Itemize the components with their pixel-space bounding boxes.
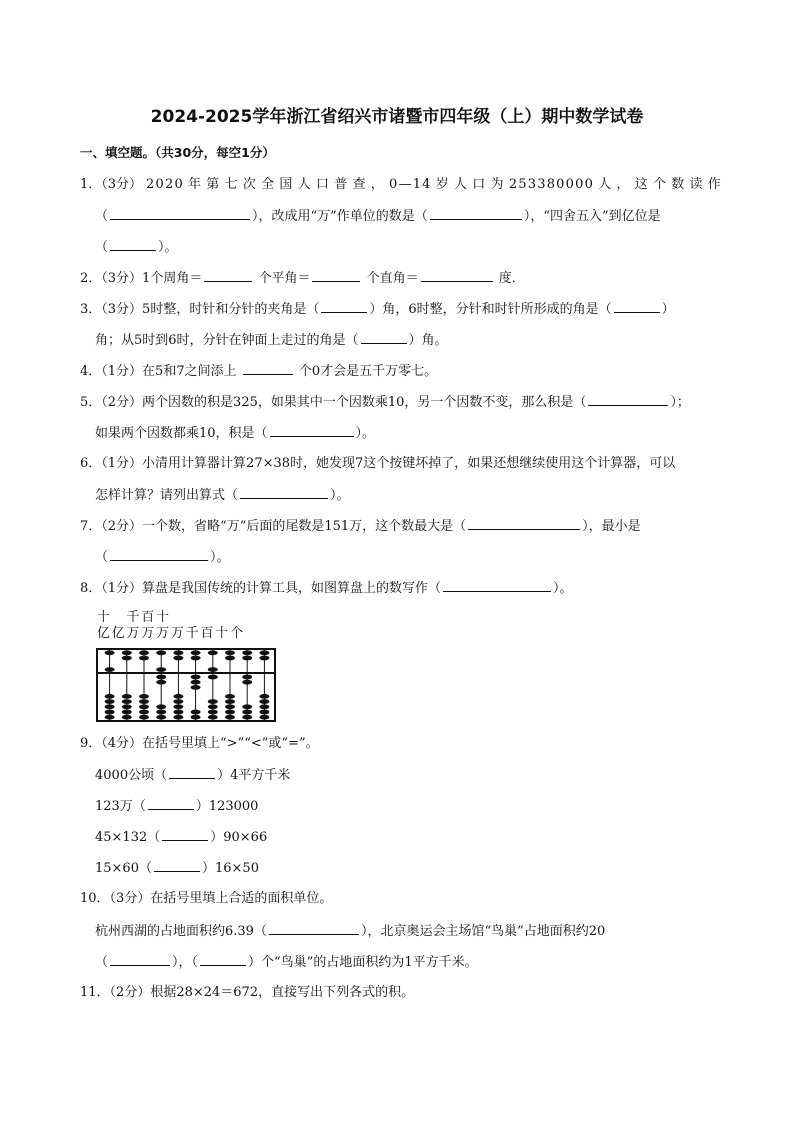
abacus-bead	[139, 704, 149, 709]
abacus-bead	[105, 650, 115, 655]
abacus-bead	[191, 685, 201, 690]
abacus-bead	[139, 656, 149, 661]
question-7-line-1: 7．（2分）一个数，省略“万”后面的尾数是151万，这个数最大是（ ），最小是	[80, 519, 641, 534]
question-8: 8．（1分）算盘是我国传统的计算工具，如图算盘上的数写作（ ）。	[80, 581, 573, 596]
abacus-bead	[259, 710, 269, 715]
page-title: 2024-2025学年浙江省绍兴市诸暨市四年级（上）期中数学试卷	[150, 107, 644, 127]
abacus-place-label: 十	[215, 626, 229, 641]
answer-blank[interactable]	[169, 766, 215, 779]
q9-row-4: 15×60（ ）16×50	[95, 861, 259, 876]
abacus-top-label	[214, 610, 229, 626]
answer-blank[interactable]	[243, 362, 293, 375]
abacus-bead	[105, 699, 115, 704]
answer-blank[interactable]	[588, 393, 668, 406]
q9-row-2: 123万（ ）123000	[95, 799, 259, 814]
abacus-place-label: 万	[126, 626, 140, 641]
abacus-bead	[139, 694, 149, 699]
q9-row-1: 4000公顷（ ）4平方千米	[95, 768, 291, 783]
question-6-line-2: 怎样计算？请列出算式（ ）。	[95, 488, 350, 503]
abacus-bead	[139, 650, 149, 655]
abacus-bead	[191, 680, 201, 685]
question-1-line-2: （ ），改成用“万”作单位的数是（ ），“四舍五入”到亿位是	[95, 209, 661, 224]
abacus-bead	[208, 704, 218, 709]
abacus-bead	[105, 710, 115, 715]
abacus-bead	[156, 680, 166, 685]
abacus-top-label	[200, 610, 215, 626]
abacus-bead	[105, 704, 115, 709]
abacus-bead	[173, 650, 183, 655]
abacus-bead	[156, 704, 166, 709]
abacus-bead	[208, 650, 218, 655]
abacus-bead	[122, 715, 132, 720]
abacus-bead	[122, 650, 132, 655]
question-1-line-1	[80, 176, 722, 194]
q9-row-3: 45×132（ ）90×66	[95, 830, 268, 845]
abacus-place-label: 千	[185, 626, 199, 641]
question-10: 10．（3分）在括号里填上合适的面积单位。	[80, 891, 333, 906]
abacus-bead	[173, 704, 183, 709]
abacus-top-label: 十	[156, 610, 170, 625]
abacus-bead	[173, 694, 183, 699]
answer-blank[interactable]	[240, 486, 328, 499]
question-3-line-1: 3．（3分）5时整，时针和分针的夹角是（ ）角，6时整，分针和时针所形成的角是（ ）	[80, 302, 675, 317]
question-6-line-1: 6．（1分）小清用计算器计算27×38时，她发现7这个按键坏掉了，如果还想继续使用这个计算器，可以	[80, 456, 676, 471]
abacus-place-label: 万	[141, 626, 155, 641]
q1-text: 2020年第七次全国人口普查，0—14岁人口为253380000人，这个数读作	[146, 177, 722, 192]
answer-blank[interactable]	[154, 859, 200, 872]
abacus-bead	[173, 710, 183, 715]
abacus-bead	[208, 715, 218, 720]
answer-blank[interactable]	[312, 269, 360, 282]
answer-blank[interactable]	[204, 269, 252, 282]
question-11: 11．（2分）根据28×24＝672，直接写出下列各式的积。	[80, 985, 415, 1000]
question-5-line-1: 5．（2分）两个因数的积是325，如果其中一个因数乘10，另一个因数不变，那么积是（ ）；	[80, 395, 690, 410]
abacus-top-label: 千	[126, 610, 140, 625]
abacus-bead	[242, 650, 252, 655]
abacus-bead	[208, 667, 218, 672]
answer-blank[interactable]	[430, 207, 522, 220]
answer-blank[interactable]	[110, 953, 170, 966]
answer-blank[interactable]	[269, 922, 359, 935]
abacus-bead	[259, 704, 269, 709]
answer-blank[interactable]	[162, 828, 208, 841]
abacus-place-labels	[96, 610, 276, 642]
question-1-line-3: （ ）。	[95, 240, 178, 255]
abacus-top-label	[185, 610, 200, 626]
abacus-place-label: 个	[230, 626, 244, 641]
abacus-bead	[105, 715, 115, 720]
abacus-bead	[191, 715, 201, 720]
abacus-top-label	[111, 610, 126, 626]
abacus-bead	[139, 715, 149, 720]
abacus-place-label: 万	[156, 626, 170, 641]
abacus-bead	[225, 715, 235, 720]
abacus-bead	[122, 694, 132, 699]
abacus-place-label: 亿	[96, 626, 110, 641]
abacus-bead	[242, 675, 252, 680]
answer-blank[interactable]	[110, 207, 250, 220]
answer-blank[interactable]	[443, 579, 551, 592]
abacus-bead	[225, 650, 235, 655]
abacus-bead	[191, 650, 201, 655]
answer-blank[interactable]	[110, 238, 156, 251]
abacus-bead	[259, 650, 269, 655]
answer-blank[interactable]	[468, 517, 580, 530]
question-3-line-2: 角；从5时到6时，分针在钟面上走过的角是（ ）角。	[95, 333, 448, 348]
abacus-bead	[191, 675, 201, 680]
abacus-bead	[139, 699, 149, 704]
section-heading: 一、填空题。（共30分，每空1分）	[80, 145, 275, 160]
abacus-bead	[191, 710, 201, 715]
abacus-bead	[225, 699, 235, 704]
abacus-bead	[225, 656, 235, 661]
abacus-top-label	[229, 610, 244, 626]
question-9: 9．（4分）在括号里填上“>”“<”或“=”。	[80, 736, 319, 751]
abacus-place-label: 万	[170, 626, 184, 641]
answer-blank[interactable]	[110, 548, 208, 561]
abacus-figure	[96, 648, 276, 722]
abacus-bead	[105, 694, 115, 699]
question-5-line-2: 如果两个因数都乘10，积是（ ）。	[95, 426, 376, 441]
abacus-bead	[156, 715, 166, 720]
answer-blank[interactable]	[614, 300, 660, 313]
abacus-place-label: 亿	[111, 626, 125, 641]
abacus-bead	[208, 675, 218, 680]
abacus-bead	[242, 680, 252, 685]
q1-number: 1．（3分）	[80, 177, 143, 192]
abacus-bead	[122, 704, 132, 709]
answer-blank[interactable]	[361, 331, 407, 344]
abacus-bead	[242, 710, 252, 715]
question-4: 4．（1分）在5和7之间添上 个0才会是五千万零七。	[80, 364, 438, 379]
question-2: 2．（3分）1个周角＝ 个平角＝ 个直角＝ 度．	[80, 271, 525, 286]
answer-blank[interactable]	[321, 300, 367, 313]
abacus-top-label	[259, 610, 274, 626]
abacus-bead	[242, 715, 252, 720]
abacus-top-label	[244, 610, 259, 626]
answer-blank[interactable]	[200, 953, 246, 966]
abacus-bead	[225, 694, 235, 699]
abacus-bead	[122, 710, 132, 715]
abacus-top-label: 百	[141, 610, 155, 625]
abacus-bead	[259, 656, 269, 661]
abacus-bead	[173, 699, 183, 704]
answer-blank[interactable]	[148, 797, 194, 810]
abacus-bead	[208, 699, 218, 704]
abacus-bead	[156, 710, 166, 715]
abacus-bead	[173, 656, 183, 661]
abacus-bead	[259, 715, 269, 720]
abacus-bead	[156, 650, 166, 655]
abacus-bead	[122, 699, 132, 704]
answer-blank[interactable]	[421, 269, 493, 282]
abacus-bead	[105, 667, 115, 672]
abacus-place-label: 百	[200, 626, 214, 641]
abacus-bead	[259, 694, 269, 699]
abacus-top-label-row	[96, 610, 276, 626]
abacus-top-label: 十	[96, 610, 110, 625]
abacus-bead	[225, 710, 235, 715]
q10-line-1: 杭州西湖的占地面积约6.39（ ），北京奥运会主场馆“鸟巢”占地面积约20	[95, 924, 606, 939]
abacus-bead	[156, 675, 166, 680]
abacus-bottom-label-row	[96, 626, 276, 642]
abacus-bead	[139, 710, 149, 715]
answer-blank[interactable]	[270, 424, 354, 437]
abacus-bead	[208, 710, 218, 715]
abacus-bead	[173, 715, 183, 720]
q10-line-2: （ ），（ ）个“鸟巢”的占地面积约为1平方千米。	[95, 955, 478, 970]
question-7-line-2: （ ）。	[95, 550, 230, 565]
abacus-bead	[122, 656, 132, 661]
abacus-bead	[191, 656, 201, 661]
abacus-bead	[259, 699, 269, 704]
abacus-top-label	[170, 610, 185, 626]
abacus-bead	[156, 667, 166, 672]
abacus-bead	[242, 656, 252, 661]
abacus-bead	[225, 704, 235, 709]
abacus-bead	[242, 704, 252, 709]
